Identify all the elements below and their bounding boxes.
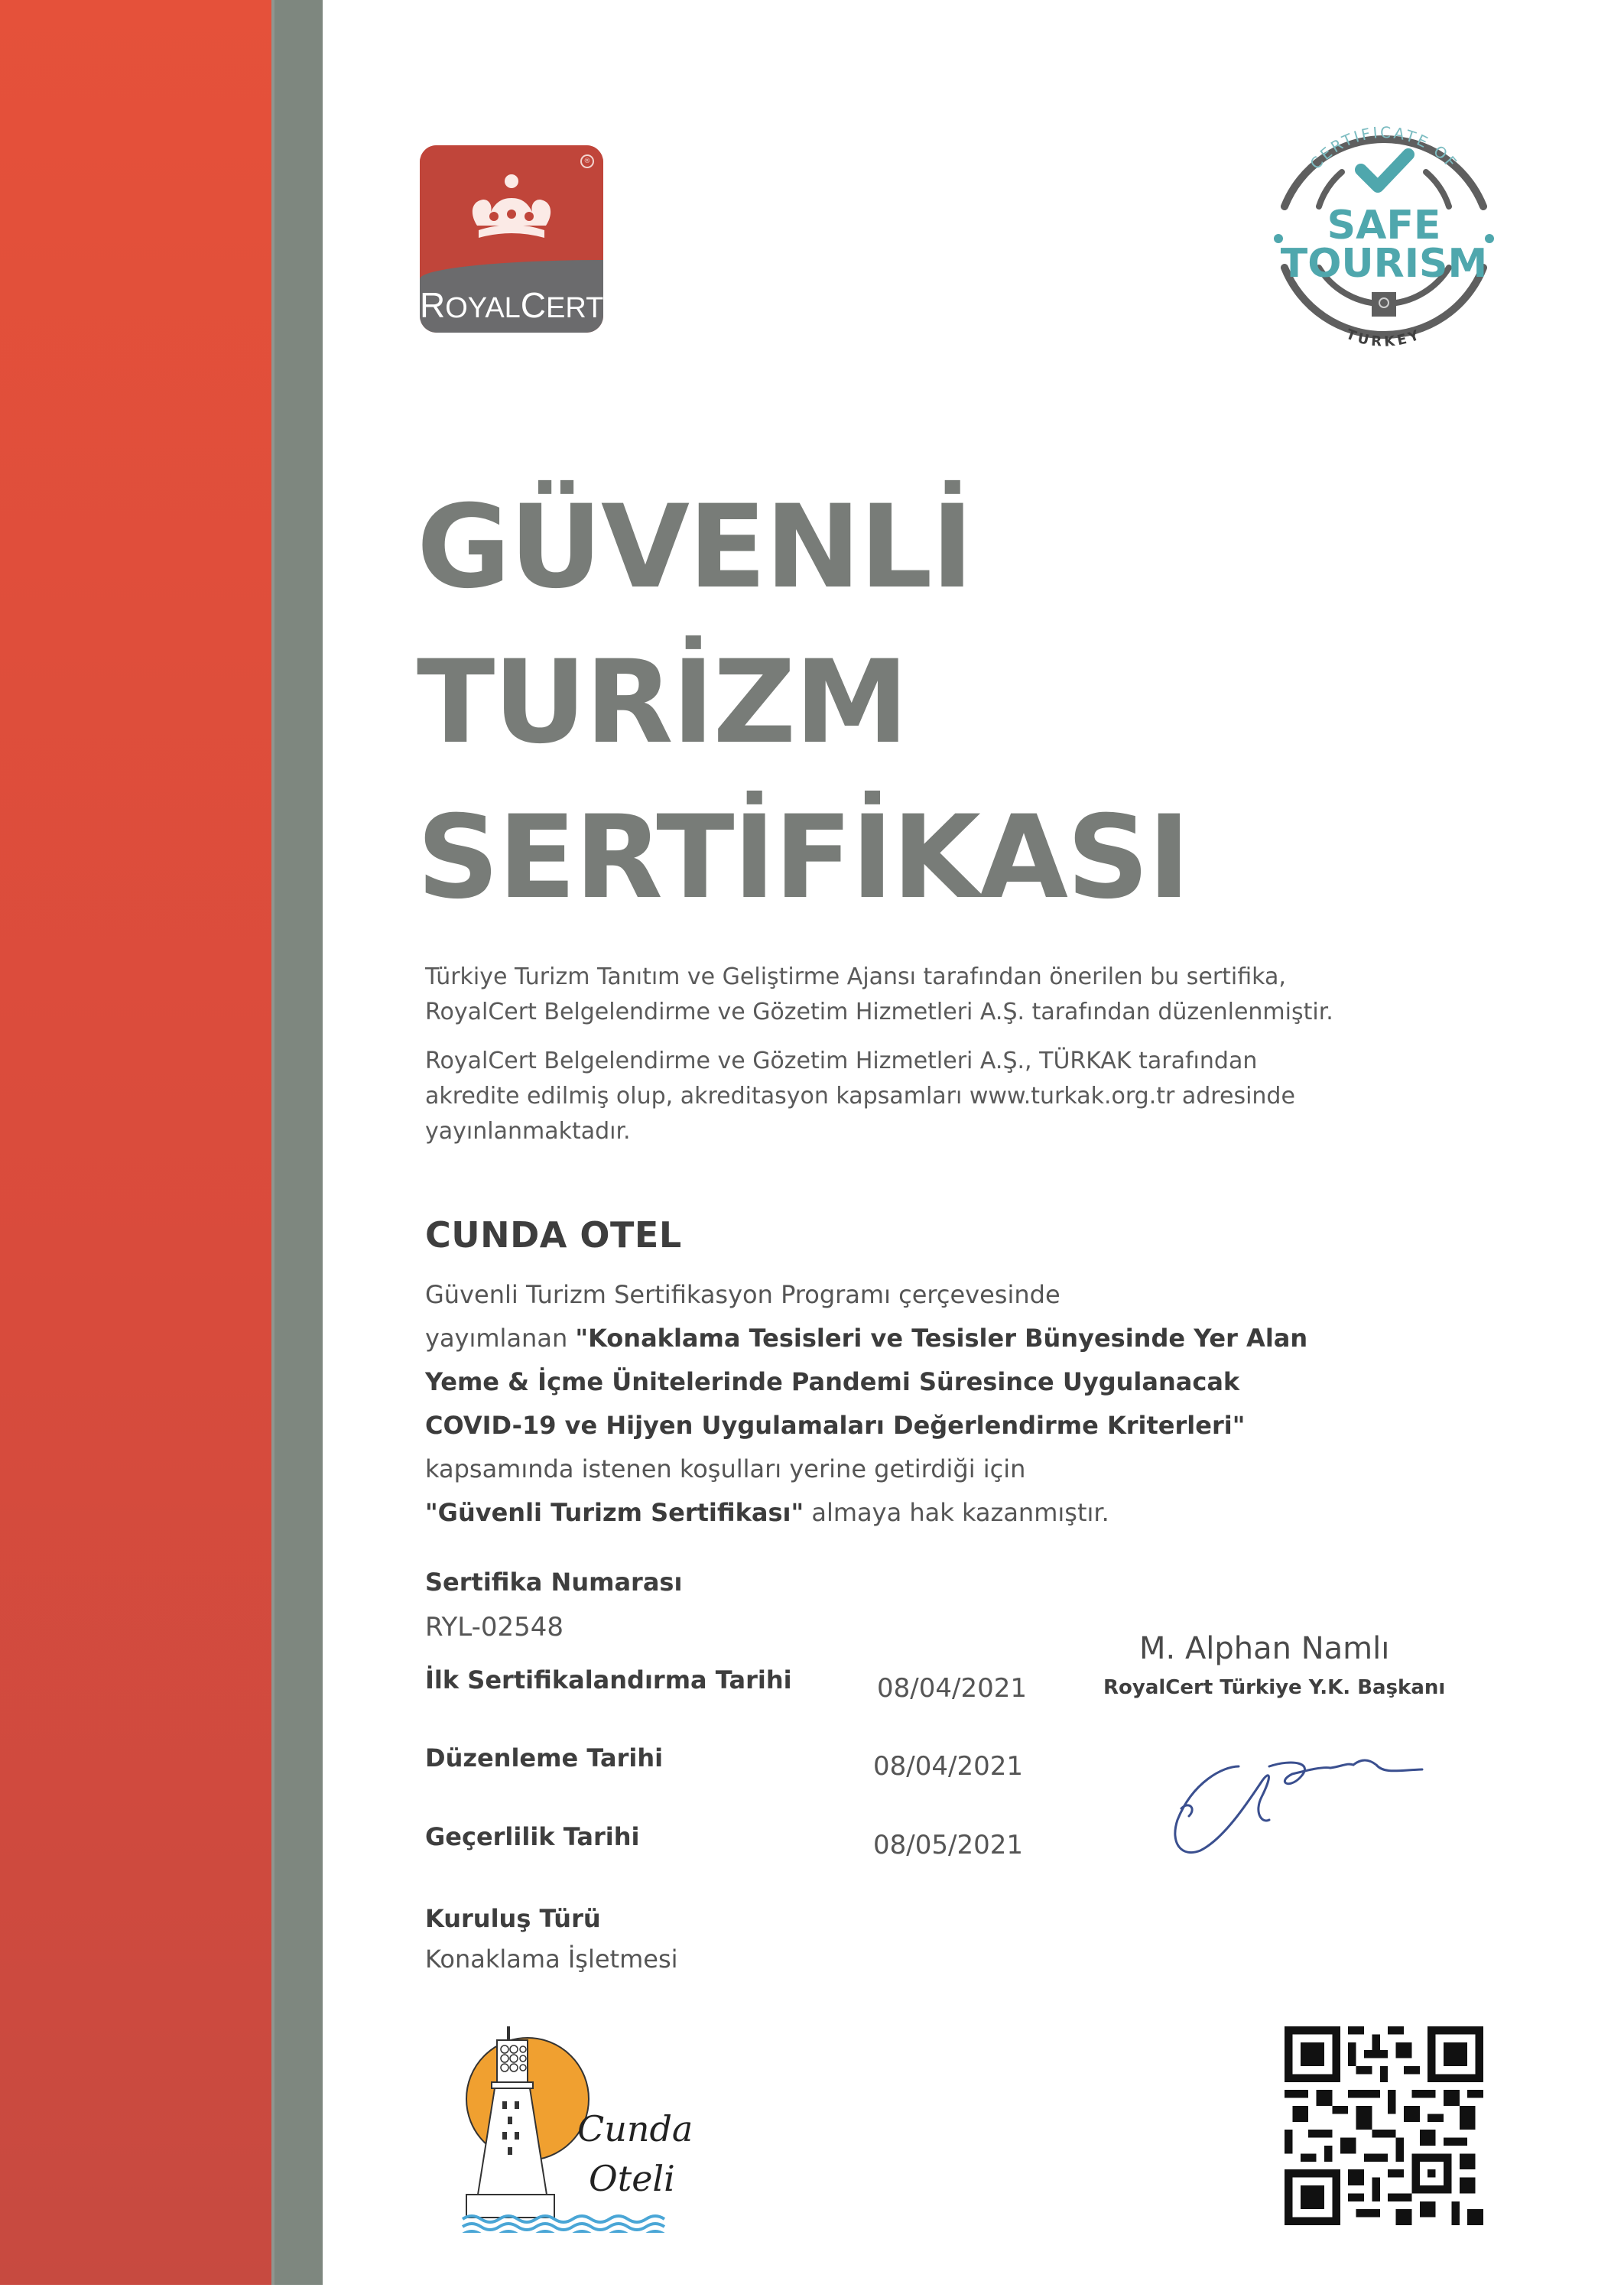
safe-tourism-seal <box>1246 99 1522 375</box>
seal-title: SAFE TOURISM <box>1280 203 1488 287</box>
org-type-label: Kuruluş Türü <box>425 1904 601 1933</box>
title-line-2: TURİZM <box>417 636 908 769</box>
certificate-title <box>417 470 1189 936</box>
svg-text:CERTIFICATE OF: CERTIFICATE OF <box>1306 122 1462 174</box>
cert-number-value: RYL-02548 <box>425 1612 564 1643</box>
crown-icon <box>462 172 561 249</box>
signature-icon <box>1147 1736 1453 1866</box>
left-gray-band <box>271 0 323 2285</box>
intro-paragraph-1: Türkiye Turizm Tanıtım ve Geliştirme Ajansı tarafından önerilen bu sertifika, RoyalCert Belgelendirme ve Gözetim Hizmetleri A.Ş. tarafından düzenlenmiştir. <box>425 963 1333 1025</box>
svg-text:Oteli: Oteli <box>589 2158 675 2199</box>
title-line-1: GÜVENLİ <box>417 481 973 614</box>
royalcert-wordmark: ROYALCERT <box>420 285 603 325</box>
validity-date-value: 08/05/2021 <box>873 1830 1023 1860</box>
issue-date-label: Düzenleme Tarihi <box>425 1743 664 1772</box>
left-red-band <box>0 0 271 2285</box>
signatory-title: RoyalCert Türkiye Y.K. Başkanı <box>1103 1676 1446 1699</box>
holder-name: CUNDA OTEL <box>425 1214 682 1256</box>
svg-text:Cunda: Cunda <box>577 2108 693 2149</box>
certification-statement: Güvenli Turizm Sertifikasyon Programı çerçevesinde yayımlanan "Konaklama Tesisleri ve Tesisler Bünyesinde Yer Alan Yeme & İçme Ünitelerinde Pandemi Süresince Uygulanacak COVID-19 ve Hijyen Uygulamaları Değerlendirme Kriterleri" kapsamında istenen koşulları yerine getirdiği için "Güvenli Turizm Sertifikası" almaya hak kazanmıştır. <box>425 1280 1308 1527</box>
intro-text <box>425 960 1534 1163</box>
issue-date-value: 08/04/2021 <box>873 1751 1023 1782</box>
svg-text:TURKEY: TURKEY <box>1343 326 1424 350</box>
signatory-name: M. Alphan Namlı <box>1139 1631 1390 1666</box>
lighthouse-icon <box>440 2019 700 2233</box>
cert-number-label: Sertifika Numarası <box>425 1568 683 1597</box>
title-line-3: SERTİFİKASI <box>417 791 1189 924</box>
org-type-value: Konaklama İşletmesi <box>425 1945 678 1974</box>
qr-code-icon[interactable] <box>1285 2026 1483 2225</box>
first-cert-date-value: 08/04/2021 <box>877 1673 1027 1704</box>
registered-mark: ® <box>580 154 594 168</box>
royalcert-logo <box>420 145 603 333</box>
first-cert-date-label: İlk Sertifikalandırma Tarihi <box>425 1665 792 1695</box>
validity-date-label: Geçerlilik Tarihi <box>425 1822 640 1851</box>
intro-paragraph-2: RoyalCert Belgelendirme ve Gözetim Hizmetleri A.Ş., TÜRKAK tarafından akredite edilmiş olup, akreditasyon kapsamları www.turkak.org.tr adresinde yayınlanmaktadır. <box>425 1048 1295 1145</box>
